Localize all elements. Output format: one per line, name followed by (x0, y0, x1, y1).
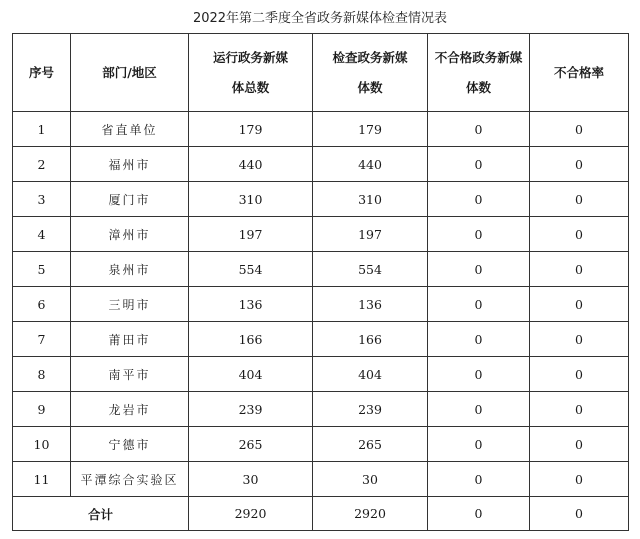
cell-rate: 0 (530, 252, 629, 287)
cell-rate: 0 (530, 217, 629, 252)
cell-index: 3 (13, 182, 71, 217)
cell-dept: 平潭综合实验区 (71, 462, 189, 497)
cell-running: 30 (189, 462, 313, 497)
cell-dept: 龙岩市 (71, 392, 189, 427)
cell-unqualified: 0 (428, 392, 530, 427)
cell-running: 440 (189, 147, 313, 182)
cell-running: 310 (189, 182, 313, 217)
cell-dept: 漳州市 (71, 217, 189, 252)
table-row (13, 182, 629, 217)
cell-checked: 554 (313, 252, 428, 287)
cell-checked: 179 (313, 112, 428, 147)
cell-running: 239 (189, 392, 313, 427)
cell-checked: 197 (313, 217, 428, 252)
cell-dept: 宁德市 (71, 427, 189, 462)
table-row (13, 287, 629, 322)
header-unqualified: 不合格政务新媒体数 (428, 34, 530, 112)
cell-dept: 泉州市 (71, 252, 189, 287)
total-label: 合计 (13, 497, 189, 531)
cell-rate: 0 (530, 147, 629, 182)
cell-checked: 239 (313, 392, 428, 427)
cell-index: 8 (13, 357, 71, 392)
cell-rate: 0 (530, 112, 629, 147)
cell-rate: 0 (530, 357, 629, 392)
cell-running: 179 (189, 112, 313, 147)
cell-index: 1 (13, 112, 71, 147)
cell-unqualified: 0 (428, 357, 530, 392)
cell-index: 5 (13, 252, 71, 287)
cell-unqualified: 0 (428, 462, 530, 497)
cell-dept: 莆田市 (71, 322, 189, 357)
cell-unqualified: 0 (428, 182, 530, 217)
header-rate: 不合格率 (530, 34, 629, 112)
cell-checked: 440 (313, 147, 428, 182)
cell-rate: 0 (530, 287, 629, 322)
cell-dept: 厦门市 (71, 182, 189, 217)
table-row (13, 427, 629, 462)
cell-index: 2 (13, 147, 71, 182)
table-body (13, 112, 629, 497)
table-row (13, 147, 629, 182)
cell-unqualified: 0 (428, 147, 530, 182)
total-checked: 2920 (313, 497, 428, 531)
table-row (13, 112, 629, 147)
cell-dept: 三明市 (71, 287, 189, 322)
cell-running: 166 (189, 322, 313, 357)
cell-running: 197 (189, 217, 313, 252)
cell-checked: 265 (313, 427, 428, 462)
table-row (13, 392, 629, 427)
cell-dept: 福州市 (71, 147, 189, 182)
cell-index: 11 (13, 462, 71, 497)
table-row (13, 357, 629, 392)
cell-unqualified: 0 (428, 112, 530, 147)
table-row (13, 217, 629, 252)
inspection-table (12, 33, 629, 531)
cell-rate: 0 (530, 392, 629, 427)
cell-dept: 省直单位 (71, 112, 189, 147)
cell-checked: 30 (313, 462, 428, 497)
total-rate: 0 (530, 497, 629, 531)
cell-checked: 136 (313, 287, 428, 322)
table-row (13, 322, 629, 357)
table-title: 2022年第二季度全省政务新媒体检查情况表 (192, 11, 448, 26)
cell-unqualified: 0 (428, 252, 530, 287)
cell-rate: 0 (530, 322, 629, 357)
table-row (13, 462, 629, 497)
cell-checked: 404 (313, 357, 428, 392)
cell-index: 4 (13, 217, 71, 252)
cell-checked: 166 (313, 322, 428, 357)
cell-rate: 0 (530, 182, 629, 217)
cell-running: 554 (189, 252, 313, 287)
cell-unqualified: 0 (428, 322, 530, 357)
total-unqualified: 0 (428, 497, 530, 531)
header-checked: 检查政务新媒体数 (313, 34, 428, 112)
header-index: 序号 (13, 34, 71, 112)
header-running: 运行政务新媒体总数 (189, 34, 313, 112)
cell-dept: 南平市 (71, 357, 189, 392)
cell-index: 9 (13, 392, 71, 427)
cell-running: 136 (189, 287, 313, 322)
cell-running: 404 (189, 357, 313, 392)
total-row (13, 497, 629, 531)
cell-rate: 0 (530, 462, 629, 497)
table-row (13, 252, 629, 287)
cell-checked: 310 (313, 182, 428, 217)
cell-unqualified: 0 (428, 217, 530, 252)
cell-rate: 0 (530, 427, 629, 462)
cell-index: 6 (13, 287, 71, 322)
total-running: 2920 (189, 497, 313, 531)
cell-index: 7 (13, 322, 71, 357)
cell-running: 265 (189, 427, 313, 462)
header-dept: 部门/地区 (71, 34, 189, 112)
cell-unqualified: 0 (428, 287, 530, 322)
cell-index: 10 (13, 427, 71, 462)
header-row (13, 34, 629, 112)
cell-unqualified: 0 (428, 427, 530, 462)
